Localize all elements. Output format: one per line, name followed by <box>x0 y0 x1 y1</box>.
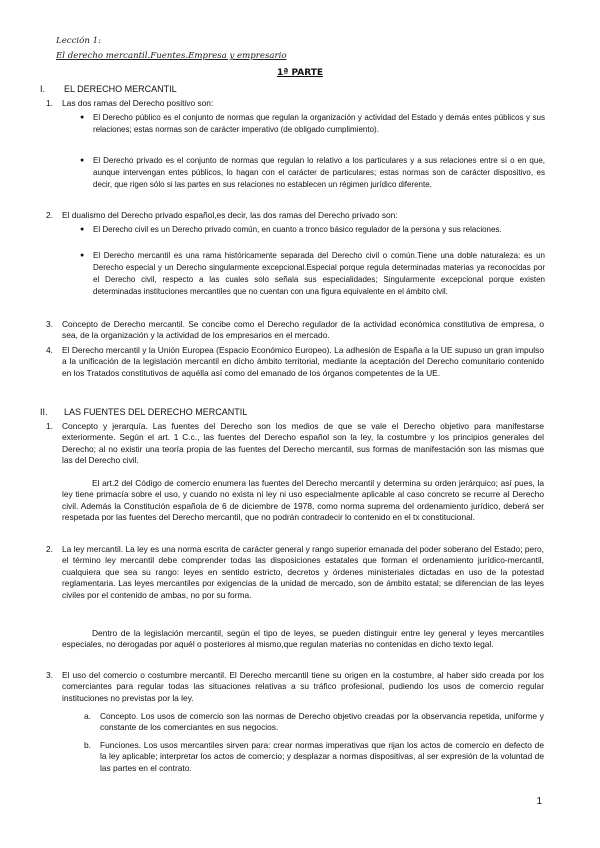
item-text: El Derecho mercantil y la Unión Europea (Espacio Económico Europeo). La adhesión de España a la UE supuso un gran impulso a la unificación de la legislación mercantil en dicho ámbito territorial, mediante la aceptación del Derecho comunitario contenido en los Tratados constitutivos de aquélla así como del emanado de los órganos competentes de la UE. <box>62 345 544 378</box>
item-number: 3. <box>46 670 53 680</box>
item-number: 2. <box>46 544 53 554</box>
bullet-text: El Derecho civil es un Derecho privado común, en cuanto a tronco básico regulador de la persona y sus relaciones. <box>93 225 502 234</box>
subitem-letter: b. <box>84 740 91 750</box>
section-2-title: LAS FUENTES DEL DERECHO MERCANTIL <box>64 407 248 417</box>
bullet-icon: ● <box>80 114 85 121</box>
bullet-icon: ● <box>80 252 85 259</box>
subitem-text: Concepto. Los usos de comercio son las normas de Derecho objetivo creadas por la observancia repetida, uniforme y constante de los comerciantes en sus negocios. <box>100 711 544 733</box>
lesson-subtitle: El derecho mercantil.Fuentes.Empresa y empresario <box>56 51 287 61</box>
section-1-title: EL DERECHO MERCANTIL <box>64 84 177 94</box>
item-number: 2. <box>46 210 53 220</box>
item-text: La ley mercantil. La ley es una norma escrita de carácter general y rango superior emanada del poder soberano del Estado; pero, el término ley mercantil debe comprender todas las disposiciones estatales que forman el ordenamiento jurídico-mercantil, cualquiera que sea su rango: leyes en sentido estricto, decretos y órdenes ministeriales dictadas en uso de la potestad reglamentaria. Las leyes mercantiles por exigencias de la unidad de mercado, son de ámbito estatal; se diferencian de las leyes civiles por el contenido de ambas, no por su forma. <box>62 544 544 600</box>
item-text: Concepto y jerarquía. Las fuentes del Derecho son los medios de que se vale el Derecho objetivo para manifestarse exteriormente. Según el art. 1 C.c., las fuentes del Derecho español son la ley, la costumbre y los principios generales del Derecho; al no existir una teoría propia de las fuentes del Derecho mercantil, sus formas de manifestación son las mismas que las del Derecho civil. <box>62 421 544 466</box>
bullet-text: El Derecho público es el conjunto de normas que regulan la organización y actividad del Estado y demás entes públicos y sus relaciones; estas normas son de carácter imperativo (de obligado cumplimiento). <box>93 113 545 134</box>
item-text: El dualismo del Derecho privado español,es decir, las dos ramas del Derecho privado son: <box>62 210 398 220</box>
lesson-heading: Lección 1: <box>56 36 101 46</box>
section-1-roman: I. <box>40 84 46 94</box>
item-number: 4. <box>46 345 53 355</box>
bullet-icon: ● <box>80 226 85 233</box>
subitem-text: Funciones. Los usos mercantiles sirven para: crear normas imperativas que rijan los actos de comercio en defecto de la ley aplicable; interpretar los actos de comercio; y desplazar a normas dispositivas, al ser expresión de la voluntad de las partes en el contrato. <box>100 740 544 773</box>
item-number: 1. <box>46 98 53 108</box>
item-paragraph: El art.2 del Código de comercio enumera las fuentes del Derecho mercantil y determina su orden jerárquico; así pues, la ley tiene primacía sobre el uso, y cuando no exista ni ley ni uso especialmente aplicable al caso concreto se recurre al Derecho civil. Además la Constitución española de 6 de diciembre de 1978, como norma suprema del ordenamiento jurídico, deberá ser respetada por las fuentes del Derecho mercantil, que no podrán contradecir lo contenido en el tx constitucional. <box>62 478 544 523</box>
bullet-text: El Derecho privado es el conjunto de normas que regulan lo relativo a los particulares y a sus relaciones entre sí o en que, aunque intervengan entes públicos, lo hagan con el carácter de particulares; estas normas son de carácter dispositivo, es decir, que rigen sólo si las partes en sus relaciones no establecen un régimen jurídico diferente. <box>93 156 545 189</box>
subitem-letter: a. <box>84 711 91 721</box>
item-number: 3. <box>46 319 53 329</box>
item-text: Las dos ramas del Derecho positivo son: <box>62 98 214 108</box>
part-heading: 1ª PARTE <box>276 68 324 78</box>
page-number: 1 <box>536 796 542 807</box>
item-text: Concepto de Derecho mercantil. Se concibe como el Derecho regulador de la actividad económica constitutiva de empresa, o sea, de la organización y la actividad de los empresarios en el mercado. <box>62 319 544 341</box>
section-2-roman: II. <box>40 407 48 417</box>
item-text: El uso del comercio o costumbre mercantil. El Derecho mercantil tiene su origen en la costumbre, al haber sido creada por los comerciantes para regular todas las situaciones relativas a su tráfico profesional, pudiendo los usos de comercio regular instituciones no previstas por la ley. <box>62 670 544 703</box>
item-paragraph: Dentro de la legislación mercantil, según el tipo de leyes, se pueden distinguir entre ley general y leyes mercantiles especiales, no derogadas por aquél o posteriores al mismo,que regulan materias no contenidas en dicho texto legal. <box>62 628 544 650</box>
bullet-icon: ● <box>80 157 85 164</box>
bullet-text: El Derecho mercantil es una rama históricamente separada del Derecho civil o común.Tiene una doble naturaleza: es un Derecho especial y un Derecho singularmente excepcional.Especial porque regula determinadas materias ya reconocidas por el Derecho civil, respecto a las cuales solo señala sus especialidades; Singularmente excepcional porque existen determinadas instituciones mercantiles que no cuentan con una figura equivalente en el ámbito civil. <box>93 251 545 296</box>
item-number: 1. <box>46 421 53 431</box>
